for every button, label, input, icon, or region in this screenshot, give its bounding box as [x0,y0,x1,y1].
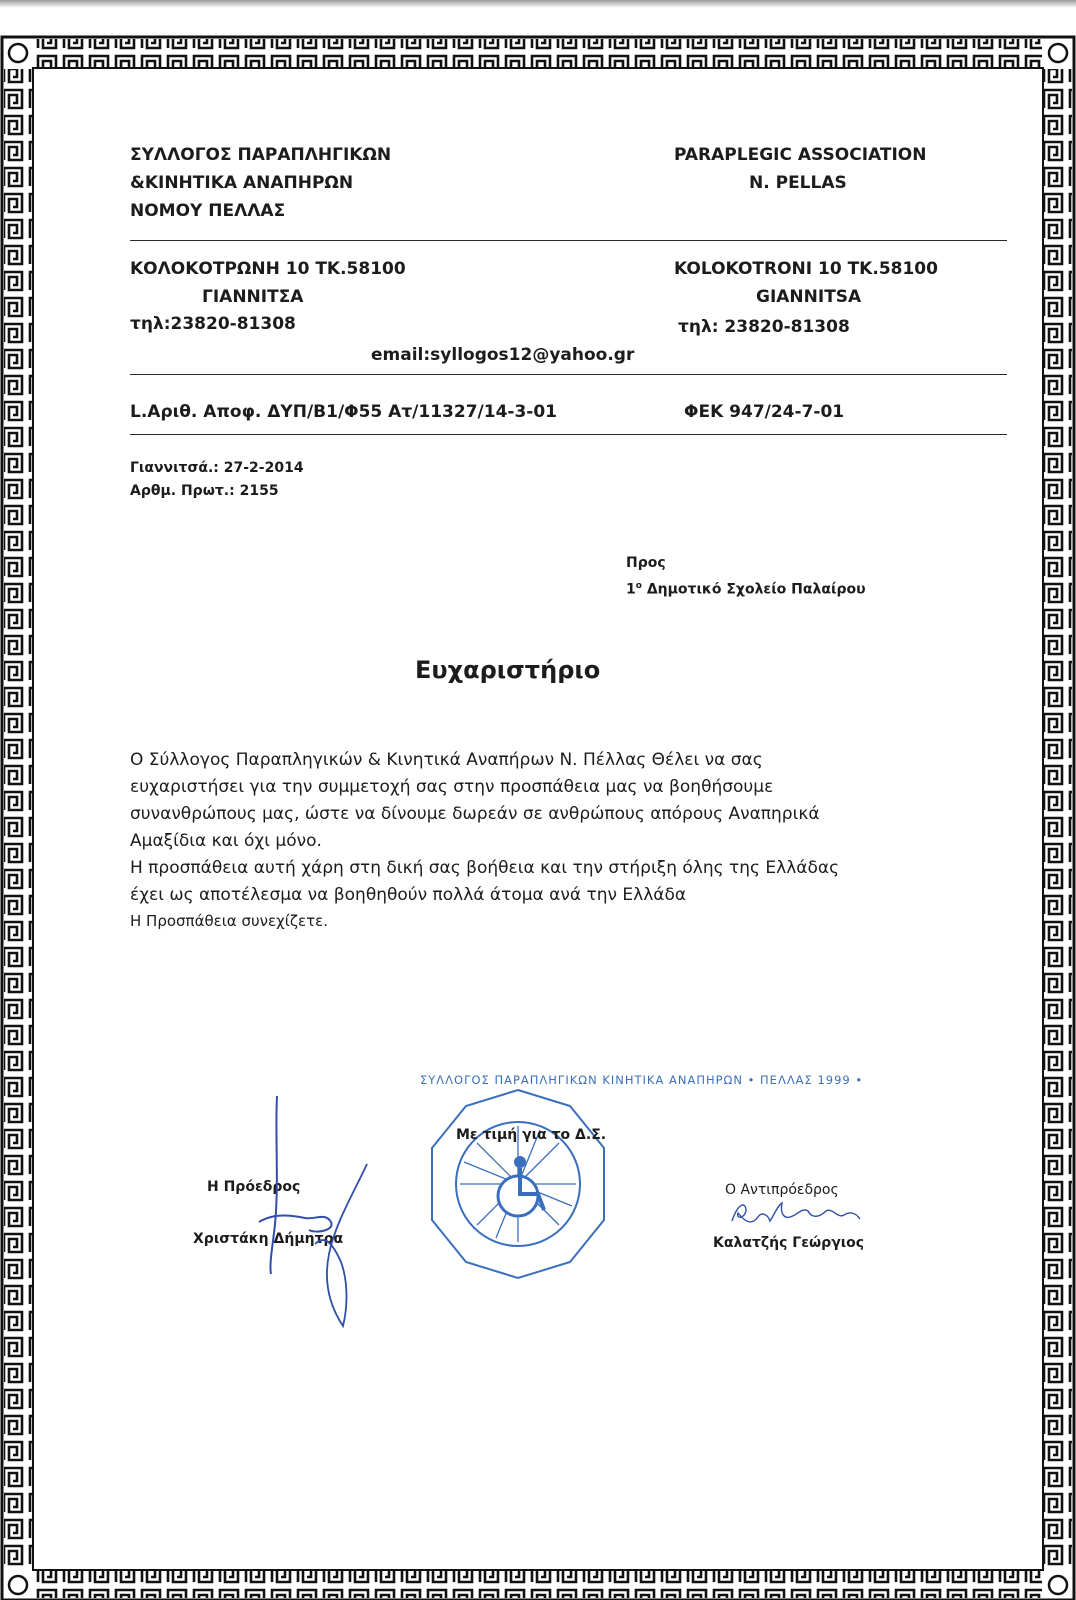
body-line-5: Η προσπάθεια αυτή χάρη στη δική σας βοήθεια και την στήριξη όλης της Ελλάδας [130,858,840,878]
divider-2 [130,374,1007,375]
document-title: Ευχαριστήριο [415,656,601,684]
president-role: Η Πρόεδρος [207,1179,301,1195]
org-name-gr-line3: ΝΟΜΟΥ ΠΕΛΛΑΣ [130,201,286,221]
address-gr-phone: τηλ:23820-81308 [130,314,296,334]
stamp-text: ΣΥΛΛΟΓΟΣ ΠΑΡΑΠΛΗΓΙΚΩΝ ΚΙΝΗΤΙΚΑ ΑΝΑΠΗΡΩΝ • ΠΕΛΛΑΣ 1999 • [420,1073,864,1087]
org-name-en-line1: PARAPLEGIC ASSOCIATION [674,145,927,165]
org-name-en-line2: N. PELLAS [749,173,847,193]
recipient-school-name: Δημοτικό Σχολείο Παλαίρου [646,581,866,598]
org-name-gr-line2: &ΚΙΝΗΤΙΚΑ ΑΝΑΠΗΡΩΝ [130,173,354,193]
vice-president-role: Ο Αντιπρόεδρος [725,1182,839,1198]
address-gr-city: ΓΙΑΝΝΙΤΣΑ [202,287,304,307]
registration-number: L.Αριθ. Αποφ. ΔΥΠ/Β1/Φ55 Ατ/11327/14-3-01 [130,402,558,422]
recipient-name [626,582,866,597]
president-name: Χριστάκη Δήμητρα [193,1231,344,1247]
org-name-gr-line1: ΣΥΛΛΟΓΟΣ ΠΑΡΑΠΛΗΓΙΚΩΝ [130,145,392,165]
closing-text: Με τιμή για το Δ.Σ. [456,1127,607,1143]
vice-president-signature [728,1197,868,1231]
body-line-2: ευχαριστήσει για την συμμετοχή σας στην προσπάθεια μας να βοηθήσουμε [130,777,774,797]
recipient-ordinal-sup: ο [635,581,642,591]
president-signature [255,1094,375,1334]
body-line-1: Ο Σύλλογος Παραπληγικών & Κινητικά Αναπήρων Ν. Πέλλας Θέλει να σας [130,750,763,770]
body-line-6: έχει ως αποτέλεσμα να βοηθηθούν πολλά άτομα ανά την Ελλάδα [130,885,687,905]
email: email:syllogos12@yahoo.gr [371,345,635,365]
address-gr-street: ΚΟΛΟΚΟΤΡΩΝΗ 10 ΤΚ.58100 [130,259,406,279]
recipient-to: Προς [626,555,666,571]
address-en-phone: τηλ: 23820-81308 [678,317,850,337]
vice-president-name: Καλατζής Γεώργιος [713,1235,865,1251]
body-line-3: συνανθρώπους μας, ώστε να δίνουμε δωρεάν σε ανθρώπους απόρους Αναπηρικά [130,804,820,824]
fek-number: ΦΕΚ 947/24-7-01 [684,402,845,422]
address-en-street: KOLOKOTRONI 10 TK.58100 [674,259,938,279]
divider-1 [130,240,1007,241]
document-date: Γιαννιτσά.: 27-2-2014 [130,460,304,476]
divider-3 [130,434,1007,435]
body-line-7: Η Προσπάθεια συνεχίζετε. [130,912,329,930]
body-line-4: Αμαξίδια και όχι μόνο. [130,831,322,851]
address-en-city: GIANNITSA [756,287,862,307]
recipient-ordinal-number: 1 [626,581,636,598]
protocol-number: Αρθμ. Πρωτ.: 2155 [130,483,279,499]
